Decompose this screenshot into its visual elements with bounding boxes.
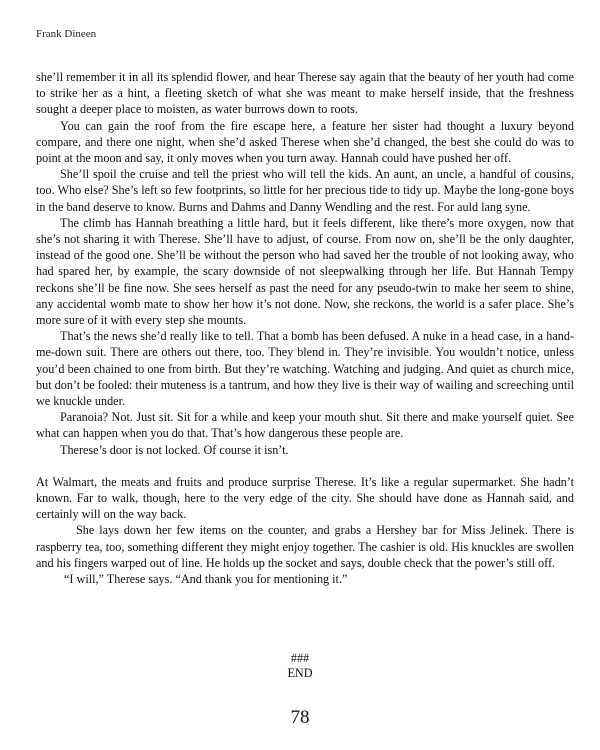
paragraph: Therese’s door is not locked. Of course it isn’t. — [60, 442, 289, 457]
paragraph: she’ll remember it in all its splendid flower, and hear Therese say again that the beauty of her youth had come to strike her as a hint, a fleeting sketch of what she was meant to make herself inside, that the freshness sought a deeper place to moisten, as water burrows down to roots. — [36, 70, 574, 117]
paragraph: Paranoia? Not. Just sit. Sit for a while and keep your mouth shut. Sit there and make yourself quiet. See what can happen when you do that. That’s how dangerous these people are. — [36, 410, 574, 441]
paragraph: You can gain the roof from the fire escape here, a feature her sister had thought a luxury beyond compare, and there one night, when she’d asked Therese when she’d changed, the best she could do was to point at the moon and say, it only moves when you turn away. Hannah could have pushed her off. — [36, 118, 574, 166]
running-head: Frank Dineen — [36, 28, 97, 40]
body-text — [36, 69, 574, 587]
paragraph: The climb has Hannah breathing a little hard, but it feels different, like there’s more oxygen, now that she’s not sharing it with Therese. She’ll have to adjust, of course. From now on, she’ll be the only daughter, instead of the good one. She’ll be without the person who had saved her the trouble of not looking away, who had spared her, by example, the scary downside of not sleepwalking through her life. But Hannah Tempy reckons she’ll be fine now. She sees herself as past the need for any pseudo-twin to make her seem to shine, any accidental womb mate to show her how it’s not done. Now, she reckons, the world is a safer place. She’s more sure of it with every step she mounts. — [36, 215, 574, 328]
paragraph: She’ll spoil the cruise and tell the priest who will tell the kids. An aunt, an uncle, a handful of cousins, too. Who else? She’s left so few footprints, so little for her precious tide to tidy up. Maybe the long-gone boys in the band deserve to know. Burns and Dahms and Danny Wendling and the rest. For auld lang syne. — [36, 167, 574, 214]
page-number: 78 — [290, 707, 310, 728]
paragraph: She lays down her few items on the counter, and grabs a Hershey bar for Miss Jelinek. There is raspberry tea, too, something different they might enjoy together. The cashier is old. His knuckles are swollen and his fingers warped out of line. He holds up the socket and says, double check that the power’s still off. — [36, 523, 574, 570]
end-label: END — [287, 666, 313, 680]
section-separator: ### — [290, 651, 310, 665]
end-block — [0, 651, 600, 681]
paragraph: That’s the news she’d really like to tell. That a bomb has been defused. A nuke in a head case, in a hand-me-down suit. There are others out there, too. They blend in. They’re invisible. You wouldn’t notice, unless you’d been chained to one from birth. But they’re watching. Watching and judging. And quiet as church mice, but don’t be fooled: their muteness is a tantrum, and how they live is their way of wailing and screeching until we knuckle under. — [36, 329, 574, 409]
paragraph: At Walmart, the meats and fruits and produce surprise Therese. It’s like a regular supermarket. She hadn’t known. Far to walk, though, here to the very edge of the city. She should have done as Hannah said, and certainly will on the way back. — [36, 474, 574, 522]
paragraph: “I will,” Therese says. “And thank you for mentioning it.” — [64, 572, 348, 587]
